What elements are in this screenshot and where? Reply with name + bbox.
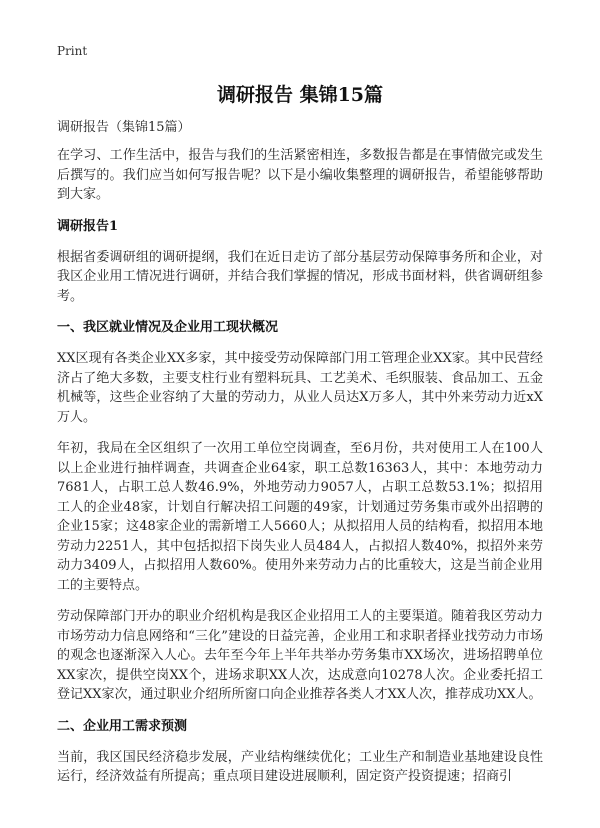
page-title: 调研报告 集锦15篇 xyxy=(216,84,384,106)
intro-paragraph: 在学习、工作生活中，报告与我们的生活紧密相连，多数报告都是在事情做完或发生后撰写的。我们应当如何写报告呢？以下是小编收集整理的调研报告，希望能够帮助到大家。 xyxy=(57,148,543,202)
section2-heading: 二、企业用工需求预测 xyxy=(57,718,188,734)
report-heading: 调研报告1 xyxy=(57,218,119,234)
section1-paragraph-2: 年初，我局在全区组织了一次用工单位空岗调查，至6月份，共对使用工人在100人以上企业进行抽样调查，共调查企业64家，职工总数16363人，其中：本地劳动力7681人，占职工总人数46.9%，外地劳动力9057人，占职工总数53.1%；拟招用工人的企业48家，计划自行解决招工问题的49家，计划通过劳务集市或外出招聘的企业15家；这48家企业的需新增工人5660人；从拟招用人员的结构看，拟招用本地劳动力2251人，其中包括拟招下岗失业人员484人，占拟招人数40%，拟招外来劳动力3409人，占拟招用人数60%。使用外来劳动力占的比重较大，这是当前企业用工的主要特点。 xyxy=(57,441,543,593)
report-intro-paragraph: 根据省委调研组的调研提纲，我们在近日走访了部分基层劳动保障事务所和企业，对我区企业用工情况进行调研，并结合我们掌握的情况，形成书面材料，供省调研组参考。 xyxy=(57,249,543,304)
section1-paragraph-1: XX区现有各类企业XX多家，其中接受劳动保障部门用工管理企业XX家。其中民营经济占了绝大多数，主要支柱行业有塑料玩具、工艺美术、毛织服装、食品加工、五金机械等，这些企业容纳了大量的劳动力，从业人员达X万多人，其中外来劳动力近xX万人。 xyxy=(57,351,543,425)
document-body xyxy=(57,118,543,799)
document-subtitle: 调研报告（集锦15篇） xyxy=(57,120,191,135)
section1-paragraph-3: 劳动保障部门开办的职业介绍机构是我区企业招用工人的主要渠道。随着我区劳动力市场劳动力信息网络和“三化”建设的日益完善，企业用工和求职者择业找劳动力市场的观念也逐渐深入人心。去年至今年上半年共举办劳务集市XX场次，进场招聘单位XX家次，提供空岗XX个，进场求职XX人次，达成意向10278人次。企业委托招工登记XX家次，通过职业介绍所所窗口向企业推荐各类人才XX人次，推荐成功XX人。 xyxy=(57,609,543,702)
section1-heading: 一、我区就业情况及企业用工现状概况 xyxy=(57,320,279,335)
print-link[interactable]: Print xyxy=(57,44,88,58)
section2-paragraph-1: 当前，我区国民经济稳步发展，产业结构继续优化；工业生产和制造业基地建设良性运行，经济效益有所提高；重点项目建设进展顺利，固定资产投资提速；招商引 xyxy=(57,749,543,784)
